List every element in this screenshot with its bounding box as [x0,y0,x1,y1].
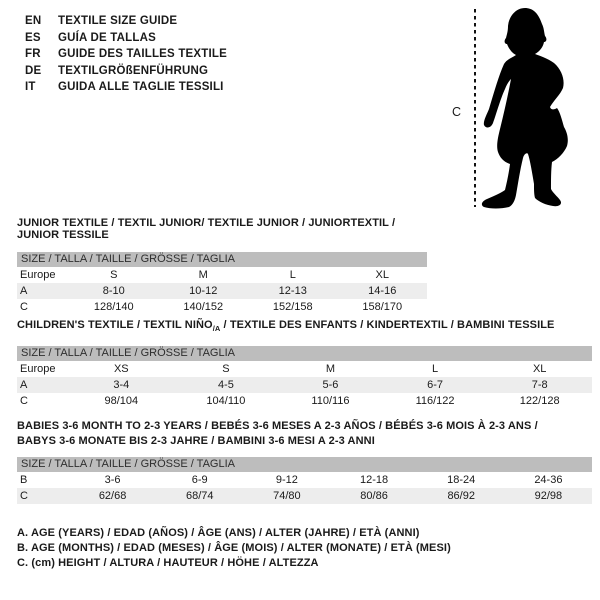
size-cell: L [289,269,296,281]
size-cell: 86/92 [447,490,475,502]
row-label: C [20,490,28,502]
row-label: Europe [20,269,56,281]
language-row [25,63,227,80]
table-title [17,217,427,241]
footnote-line: C. (cm) HEIGHT / ALTURA / HAUTEUR / HÖHE / ALTEZZA [17,557,319,569]
size-table [17,361,592,409]
footnotes [17,526,451,571]
language-row [25,46,227,63]
language-title: TEXTILGRÖßENFÜHRUNG [58,64,209,77]
toddler-figure [470,0,600,215]
language-code: DE [25,64,42,77]
size-cell: L [432,363,439,376]
size-cell: M [198,269,208,281]
size-table-babies [17,419,592,504]
row-label: B [20,474,28,486]
size-cell: 10-12 [189,285,218,297]
size-cell: 24-36 [534,474,563,486]
table-row [17,361,592,377]
table-row [17,299,427,315]
footnote-line: A. AGE (YEARS) / EDAD (AÑOS) / ÂGE (ANS) / ALTER (JAHRE) / ETÀ (ANNI) [17,527,420,539]
table-title-line: BABYS 3-6 MONATE BIS 2-3 JAHRE / BAMBINI 3-6 MESI A 2-3 ANNI [17,435,375,447]
table-row [17,393,592,409]
size-cell: 3-4 [113,379,130,392]
size-cell: 14-16 [368,285,397,297]
language-code: IT [25,81,36,93]
table-row [17,472,592,488]
size-table [17,267,427,315]
table-title [17,319,592,335]
size-table-children [17,319,592,409]
size-cell: 7-8 [531,379,548,392]
size-cell: 74/80 [273,490,301,502]
size-cell: 6-7 [427,379,444,392]
language-code: EN [25,15,42,27]
size-table [17,472,592,504]
size-cell: 68/74 [185,490,214,502]
size-cell: S [222,363,230,376]
size-cell: 110/116 [311,395,350,408]
size-cell: 116/122 [415,395,455,408]
size-cell: 12-13 [278,285,307,297]
table-row [17,377,592,393]
row-label: C [20,395,28,408]
table-title-line: BABIES 3-6 MONTH TO 2-3 YEARS / BEBÉS 3-6 MESES A 2-3 AÑOS / BÉBÉS 3-6 MOIS À 2-3 ANS / [17,420,538,432]
table-row [17,267,427,283]
footnote-line: B. AGE (MONTHS) / EDAD (MESES) / ÂGE (MOIS) / ALTER (MONATE) / ETÀ (MESI) [17,542,451,554]
language-title: GUÍA DE TALLAS [58,31,156,44]
language-row [25,13,227,30]
row-label: C [20,301,28,313]
size-header-bar: SIZE / TALLA / TAILLE / GRÖSSE / TAGLIA [17,252,427,267]
size-header-bar: SIZE / TALLA / TAILLE / GRÖSSE / TAGLIA [17,457,592,472]
size-cell: 140/152 [183,301,224,313]
language-list [25,13,227,96]
size-cell: 158/170 [362,301,403,313]
row-label: Europe [20,363,56,376]
row-label: A [20,379,28,392]
size-cell: M [325,363,336,376]
size-cell: 152/158 [272,301,313,313]
size-cell: 18-24 [447,474,476,486]
toddler-silhouette-icon [470,0,600,215]
language-title: GUIDE DES TAILLES TEXTILE [58,48,227,60]
language-code: FR [25,48,41,60]
table-row [17,488,592,504]
table-title [17,419,592,449]
size-cell: 128/140 [93,301,134,313]
size-cell: 122/128 [519,395,560,408]
size-cell: 5-6 [322,379,339,392]
table-title-line: CHILDREN'S TEXTILE / TEXTIL $NIÑO_{/A}$ / TEXTILE DES ENFANTS / KINDERTEXTIL / BAMBINI TESSILE [17,319,555,334]
language-title: TEXTILE SIZE GUIDE [58,15,178,27]
size-cell: XS [113,363,129,376]
table-title-line: JUNIOR TEXTILE / TEXTIL JUNIOR/ TEXTILE JUNIOR / JUNIORTEXTIL / JUNIOR TESSILE [17,217,396,241]
toddler-silhouette-path [482,8,568,209]
size-header-bar: SIZE / TALLA / TAILLE / GRÖSSE / TAGLIA [17,346,592,361]
language-row [25,30,227,47]
size-cell: S [110,269,118,281]
size-cell: XL [532,363,547,376]
language-title: GUIDA ALLE TAGLIE TESSILI [58,81,224,93]
size-cell: 6-9 [191,474,208,486]
size-cell: 4-5 [217,379,234,392]
size-cell: 104/110 [206,395,246,408]
size-cell: 12-18 [359,474,389,486]
size-cell: 9-12 [275,474,298,486]
size-cell: 98/104 [104,395,139,408]
size-table-junior [17,217,427,315]
table-row [17,283,427,299]
size-cell: 8-10 [102,285,125,297]
size-cell: 62/68 [98,490,127,502]
size-cell: 92/98 [534,490,563,502]
size-cell: XL [375,269,389,281]
size-cell: 80/86 [360,490,388,502]
size-cell: 3-6 [104,474,121,486]
language-row [25,79,227,96]
height-measure-label: C [452,105,462,119]
row-label: A [20,285,28,297]
language-code: ES [25,31,41,44]
